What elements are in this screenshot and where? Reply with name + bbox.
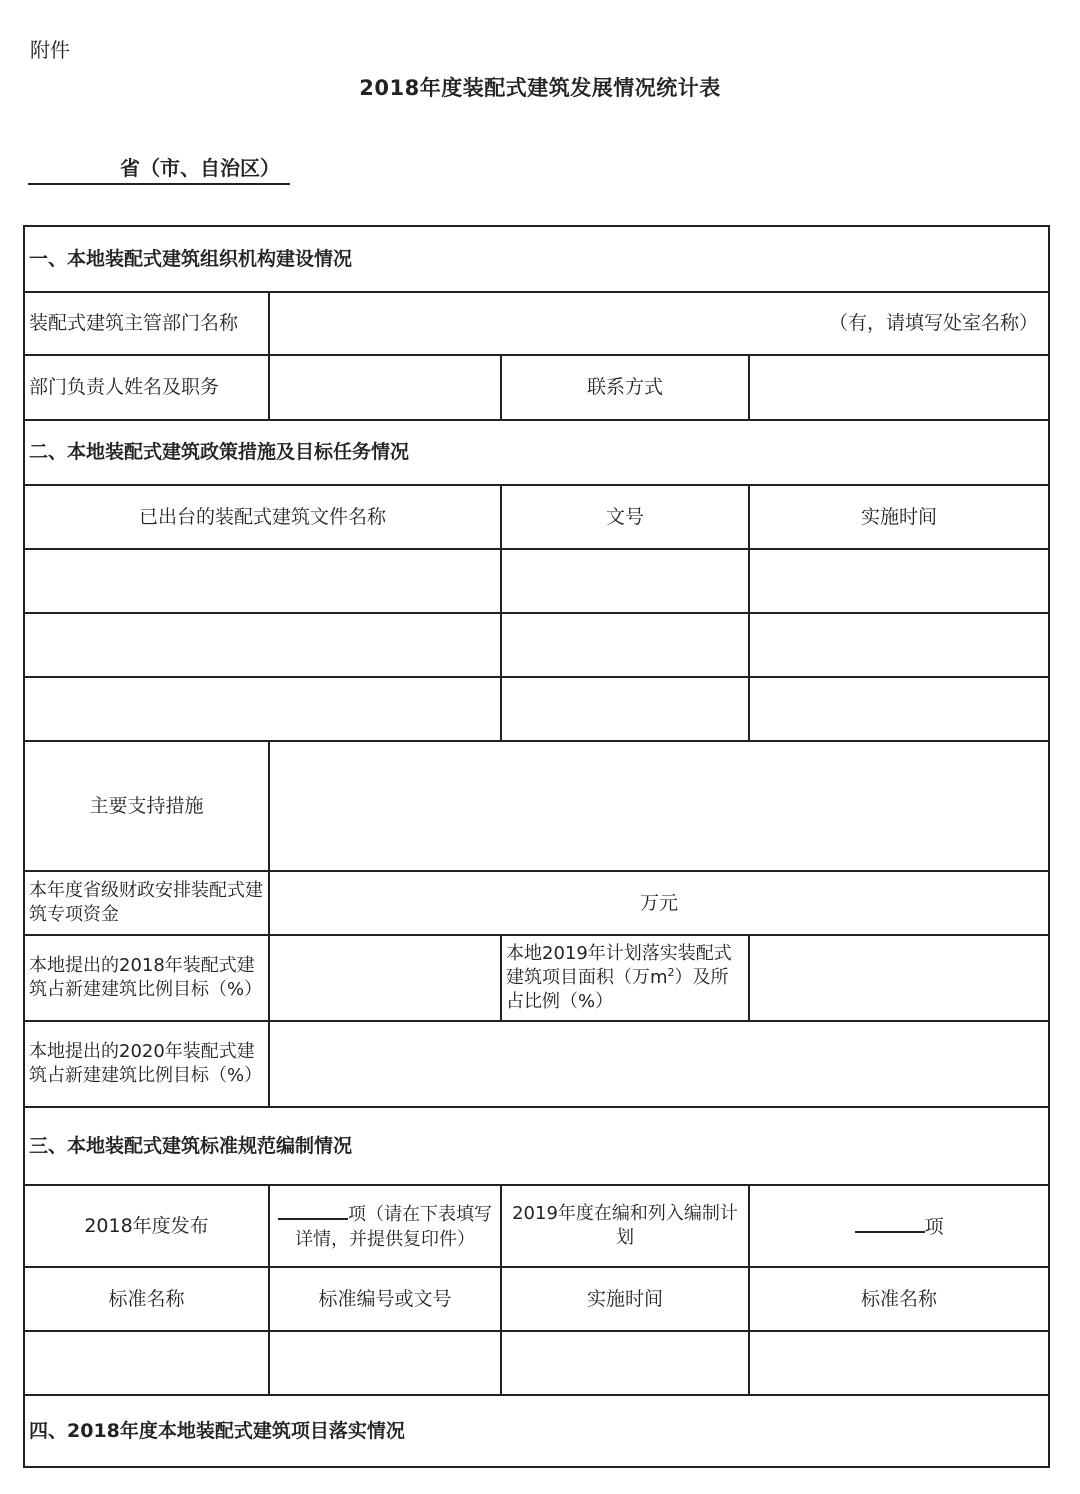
std-name2-cell[interactable]: [749, 1331, 1049, 1395]
col-impl-time: 实施时间: [749, 485, 1049, 549]
col-std-name-2: 标准名称: [749, 1267, 1049, 1331]
drafting-unit: 项: [924, 1215, 944, 1238]
target2020-label: 本地提出的2020年装配式建筑占新建建筑比例目标（%）: [24, 1021, 269, 1107]
fund-label: 本年度省级财政安排装配式建筑专项资金: [24, 871, 269, 935]
section1-row: [24, 226, 1049, 292]
fund-unit: 万元: [640, 891, 679, 914]
published-field[interactable]: [269, 1185, 501, 1267]
std-time-cell[interactable]: [501, 1331, 749, 1395]
plan2019-label: 本地2019年计划落实装配式建筑项目面积（万$m^2$）及所占比例（%）: [501, 935, 749, 1021]
section3-heading: 三、本地装配式建筑标准规范编制情况: [24, 1107, 1049, 1185]
province-field[interactable]: [28, 152, 290, 185]
leader-row: [24, 355, 1049, 420]
target2018-row: [24, 935, 1049, 1021]
policy-row: [24, 677, 1049, 741]
policy-file-cell[interactable]: [24, 549, 501, 613]
std-name-cell[interactable]: [24, 1331, 269, 1395]
plan2019-field[interactable]: [749, 935, 1049, 1021]
dept-name-hint: （有，请填写处室名称）: [829, 312, 1039, 335]
drafting-label: 2019年度在编和列入编制计划: [501, 1185, 749, 1267]
standards-count-row: [24, 1185, 1049, 1267]
policy-row: [24, 613, 1049, 677]
policy-time-cell[interactable]: [749, 677, 1049, 741]
published-label: 2018年度发布: [24, 1185, 269, 1267]
support-field[interactable]: [269, 741, 1049, 871]
target2020-row: [24, 1021, 1049, 1107]
section2-heading: 二、本地装配式建筑政策措施及目标任务情况: [24, 420, 1049, 485]
page-title: 2018年度装配式建筑发展情况统计表: [359, 76, 721, 100]
dept-name-label: 装配式建筑主管部门名称: [24, 292, 269, 355]
target2018-field[interactable]: [269, 935, 501, 1021]
policy-file-cell[interactable]: [24, 613, 501, 677]
province-label: 省（市、自治区）: [120, 156, 280, 180]
fund-field[interactable]: [269, 871, 1049, 935]
section4-heading: 四、2018年度本地装配式建筑项目落实情况: [24, 1395, 1049, 1467]
col-file-name: 已出台的装配式建筑文件名称: [24, 485, 501, 549]
published-count-blank[interactable]: [278, 1200, 348, 1220]
published-note: 项（请在下表填写详情，并提供复印件）: [295, 1204, 492, 1250]
policy-time-cell[interactable]: [749, 613, 1049, 677]
section4-row: [24, 1395, 1049, 1467]
target2020-field[interactable]: [269, 1021, 1049, 1107]
section1-heading: 一、本地装配式建筑组织机构建设情况: [24, 226, 1049, 292]
policy-file-cell[interactable]: [24, 677, 501, 741]
policy-time-cell[interactable]: [749, 549, 1049, 613]
policy-header-row: [24, 485, 1049, 549]
drafting-field[interactable]: [749, 1185, 1049, 1267]
col-std-impl-time: 实施时间: [501, 1267, 749, 1331]
contact-label: 联系方式: [501, 355, 749, 420]
dept-name-field[interactable]: [269, 292, 1049, 355]
col-std-no: 标准编号或文号: [269, 1267, 501, 1331]
col-doc-no: 文号: [501, 485, 749, 549]
attachment-label: 附件: [30, 38, 70, 62]
section2-row: [24, 420, 1049, 485]
standards-header-row: [24, 1267, 1049, 1331]
support-row: [24, 741, 1049, 871]
support-label: 主要支持措施: [24, 741, 269, 871]
leader-label: 部门负责人姓名及职务: [24, 355, 269, 420]
target2018-label: 本地提出的2018年装配式建筑占新建建筑比例目标（%）: [24, 935, 269, 1021]
dept-name-row: [24, 292, 1049, 355]
col-std-name: 标准名称: [24, 1267, 269, 1331]
standards-row: [24, 1331, 1049, 1395]
fund-row: [24, 871, 1049, 935]
policy-row: [24, 549, 1049, 613]
section3-row: [24, 1107, 1049, 1185]
std-no-cell[interactable]: [269, 1331, 501, 1395]
drafting-count-blank[interactable]: [855, 1213, 925, 1233]
leader-field[interactable]: [269, 355, 501, 420]
contact-field[interactable]: [749, 355, 1049, 420]
statistics-form-table: [23, 225, 1050, 1468]
policy-doc-cell[interactable]: [501, 549, 749, 613]
policy-doc-cell[interactable]: [501, 613, 749, 677]
policy-doc-cell[interactable]: [501, 677, 749, 741]
